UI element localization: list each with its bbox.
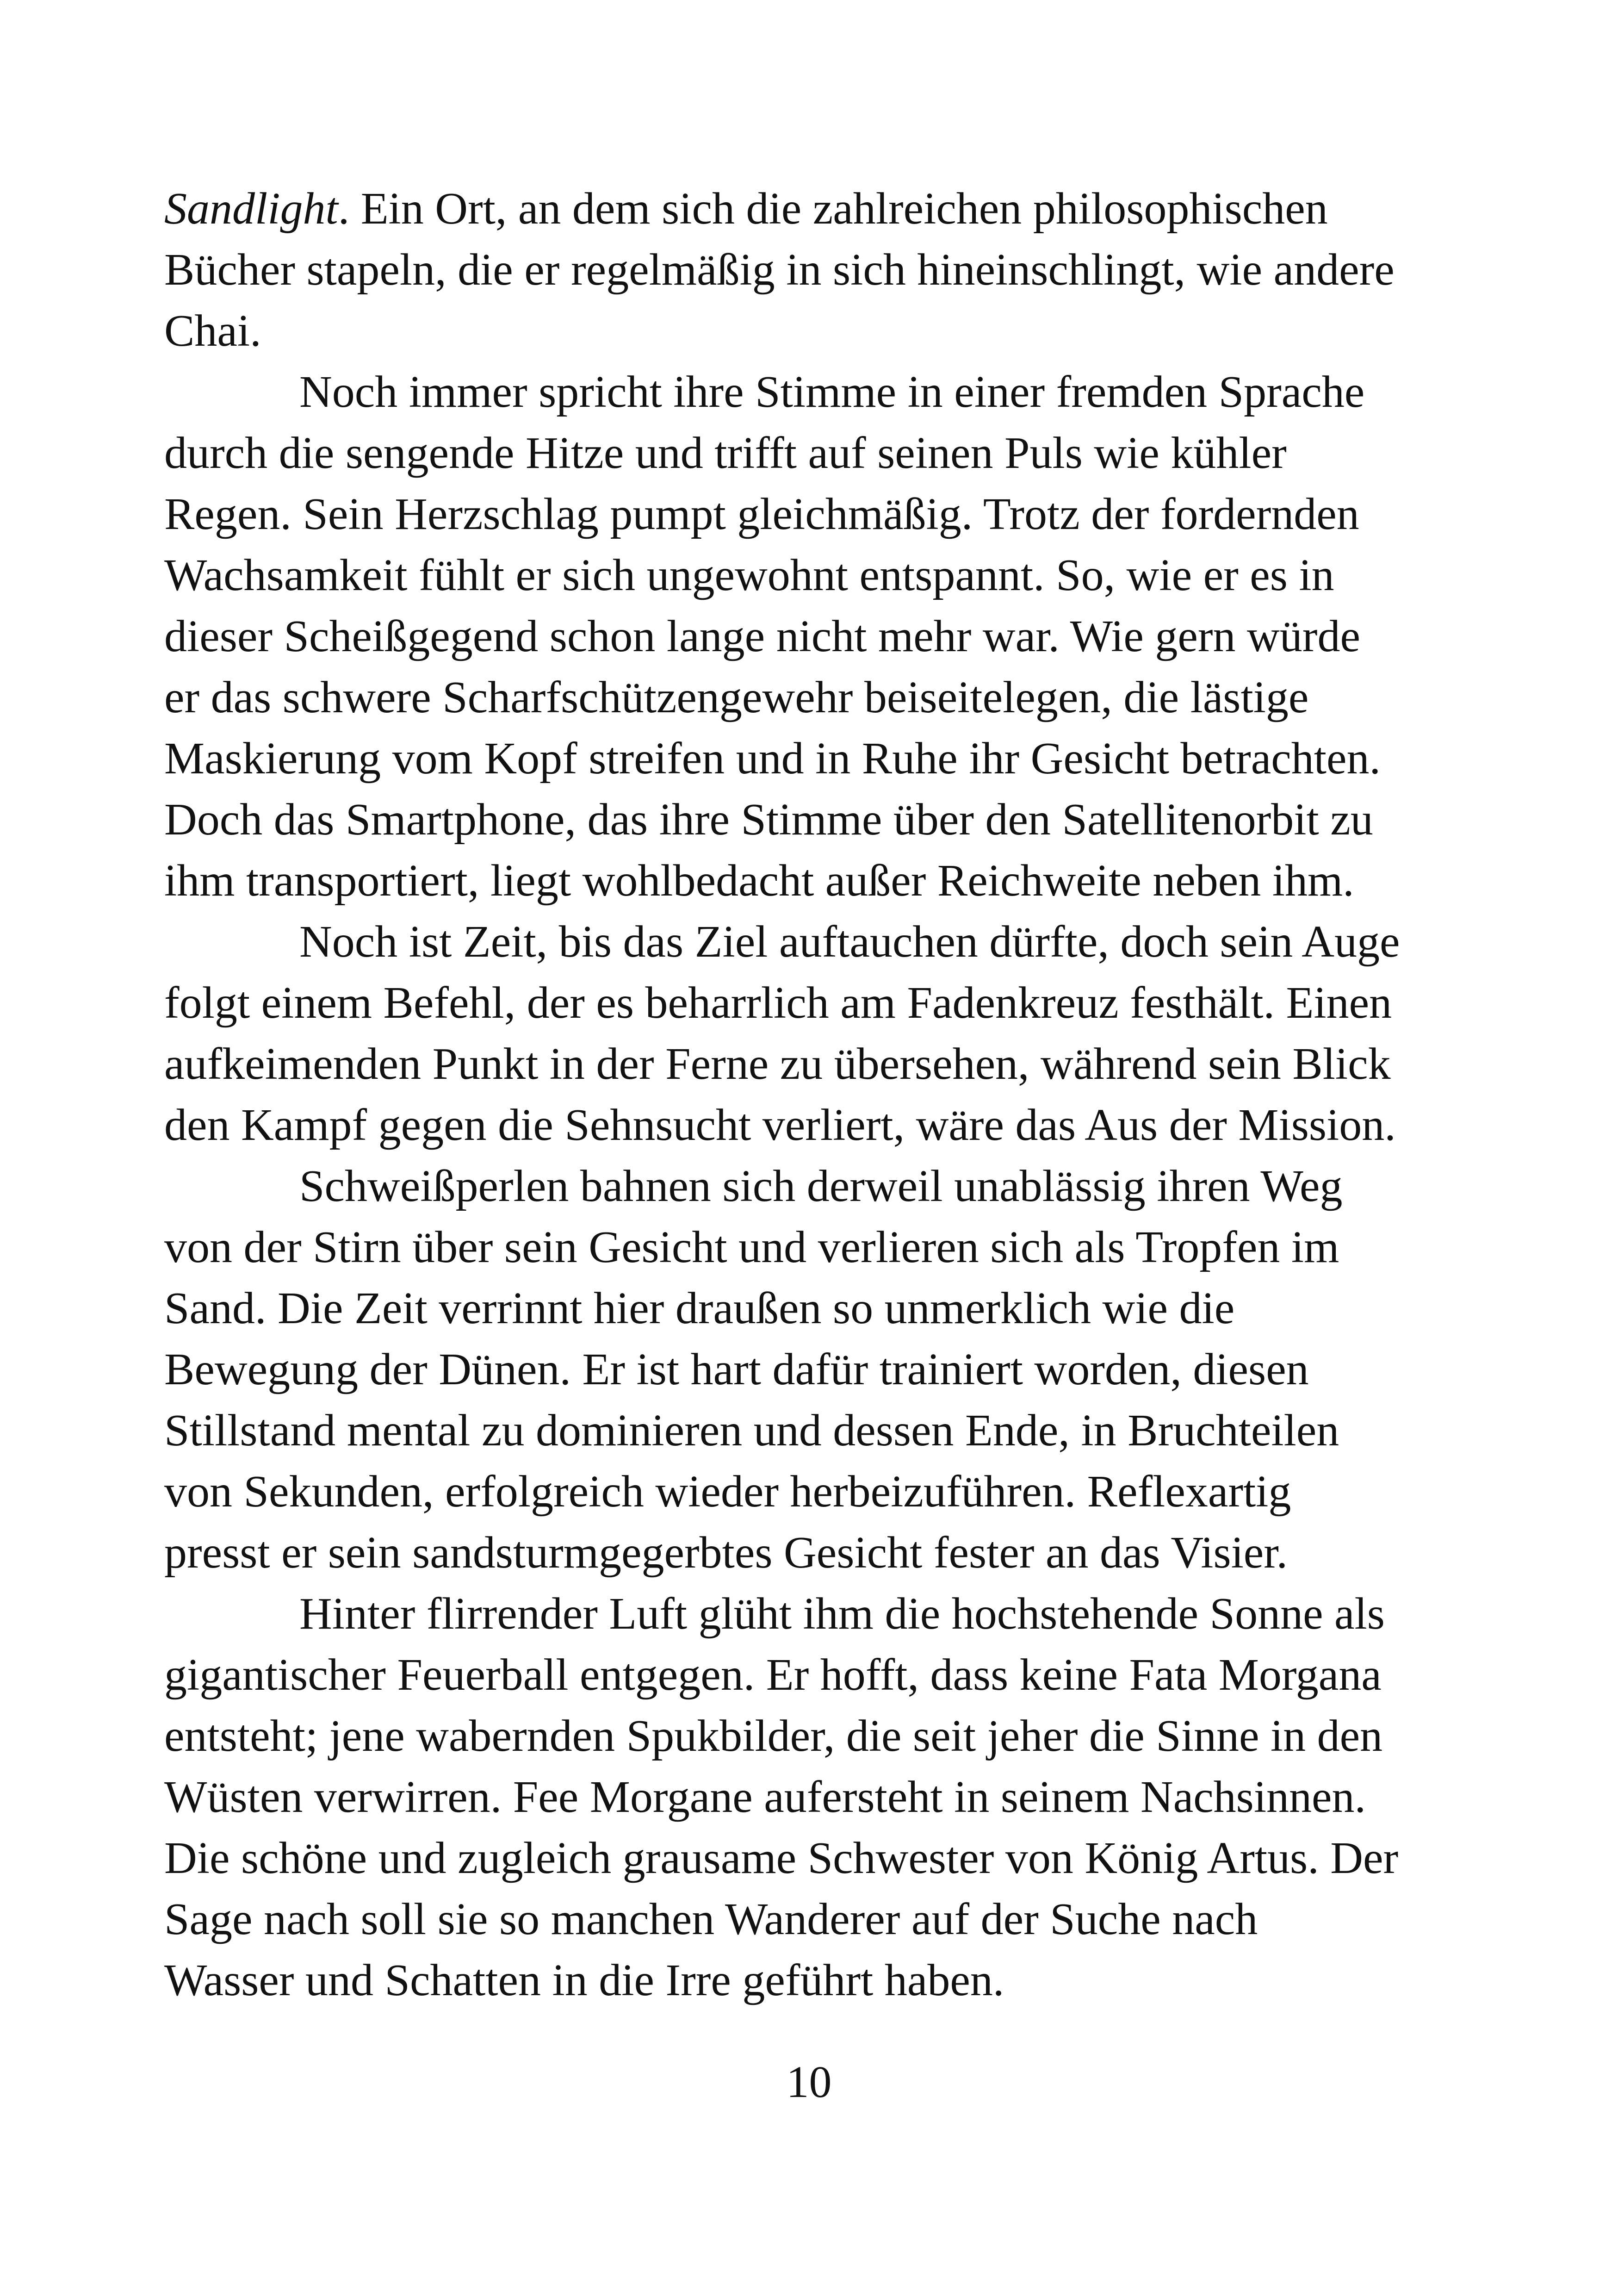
text-line xyxy=(164,178,1460,239)
text-line: entsteht; jene wabernden Spukbilder, die seit jeher die Sinne in den xyxy=(164,1711,1383,1761)
text-line: Stillstand mental zu dominieren und dessen Ende, in Bruchteilen xyxy=(164,1406,1339,1456)
text-line: Wachsamkeit fühlt er sich ungewohnt entspannt. So, wie er es in xyxy=(164,550,1334,600)
text-line: dieser Scheißgegend schon lange nicht mehr war. Wie gern würde xyxy=(164,611,1360,661)
text-line: von der Stirn über sein Gesicht und verlieren sich als Tropfen im xyxy=(164,1222,1339,1272)
paragraph-start-line: Noch ist Zeit, bis das Ziel auftauchen dürfte, doch sein Auge xyxy=(299,917,1400,967)
text-line: presst er sein sandsturmgegerbtes Gesicht fester an das Visier. xyxy=(164,1528,1288,1578)
text-line: gigantischer Feuerball entgegen. Er hofft, dass keine Fata Morgana xyxy=(164,1650,1382,1700)
paragraph-start-line: Noch immer spricht ihre Stimme in einer fremden Sprache xyxy=(299,367,1365,417)
text-line: Chai. xyxy=(164,306,261,356)
text-line: aufkeimenden Punkt in der Ferne zu übersehen, während sein Blick xyxy=(164,1039,1391,1089)
text-line: Wüsten verwirren. Fee Morgane aufersteht in seinem Nachsinnen. xyxy=(164,1772,1366,1822)
text-line: von Sekunden, erfolgreich wieder herbeizuführen. Reflexartig xyxy=(164,1467,1291,1517)
italic-book-title: Sandlight xyxy=(164,184,338,234)
text-line: Sand. Die Zeit verrinnt hier draußen so unmerklich wie die xyxy=(164,1283,1235,1333)
text-line: Bücher stapeln, die er regelmäßig in sich hineinschlingt, wie andere xyxy=(164,245,1395,295)
text-line: ihm transportiert, liegt wohlbedacht außer Reichweite neben ihm. xyxy=(164,856,1354,906)
text-line: durch die sengende Hitze und trifft auf seinen Puls wie kühler xyxy=(164,428,1287,478)
text-line: folgt einem Befehl, der es beharrlich am Fadenkreuz festhält. Einen xyxy=(164,978,1392,1028)
text-line: Bewegung der Dünen. Er ist hart dafür trainiert worden, diesen xyxy=(164,1344,1309,1394)
paragraph-start-line: Schweißperlen bahnen sich derweil unablässig ihren Weg xyxy=(299,1161,1343,1211)
text-line: er das schwere Scharfschützengewehr beiseitelegen, die lästige xyxy=(164,672,1309,722)
text-line: Sage nach soll sie so manchen Wanderer auf der Suche nach xyxy=(164,1894,1258,1944)
body-text xyxy=(164,178,1460,2011)
text-line: Doch das Smartphone, das ihre Stimme über den Satellitenorbit zu xyxy=(164,795,1373,845)
paragraph-start-line: Hinter flirrender Luft glüht ihm die hochstehende Sonne als xyxy=(299,1589,1385,1639)
text-line: Maskierung vom Kopf streifen und in Ruhe ihr Gesicht betrachten. xyxy=(164,734,1381,784)
text-line: Regen. Sein Herzschlag pumpt gleichmäßig. Trotz der fordernden xyxy=(164,489,1359,539)
text-line: Wasser und Schatten in die Irre geführt haben. xyxy=(164,1955,1004,2005)
text-line-content: . Ein Ort, an dem sich die zahlreichen philosophischen xyxy=(338,184,1328,234)
page-number: 10 xyxy=(786,2057,832,2107)
text-line: den Kampf gegen die Sehnsucht verliert, wäre das Aus der Mission. xyxy=(164,1100,1396,1150)
text-line: Die schöne und zugleich grausame Schwester von König Artus. Der xyxy=(164,1833,1399,1883)
